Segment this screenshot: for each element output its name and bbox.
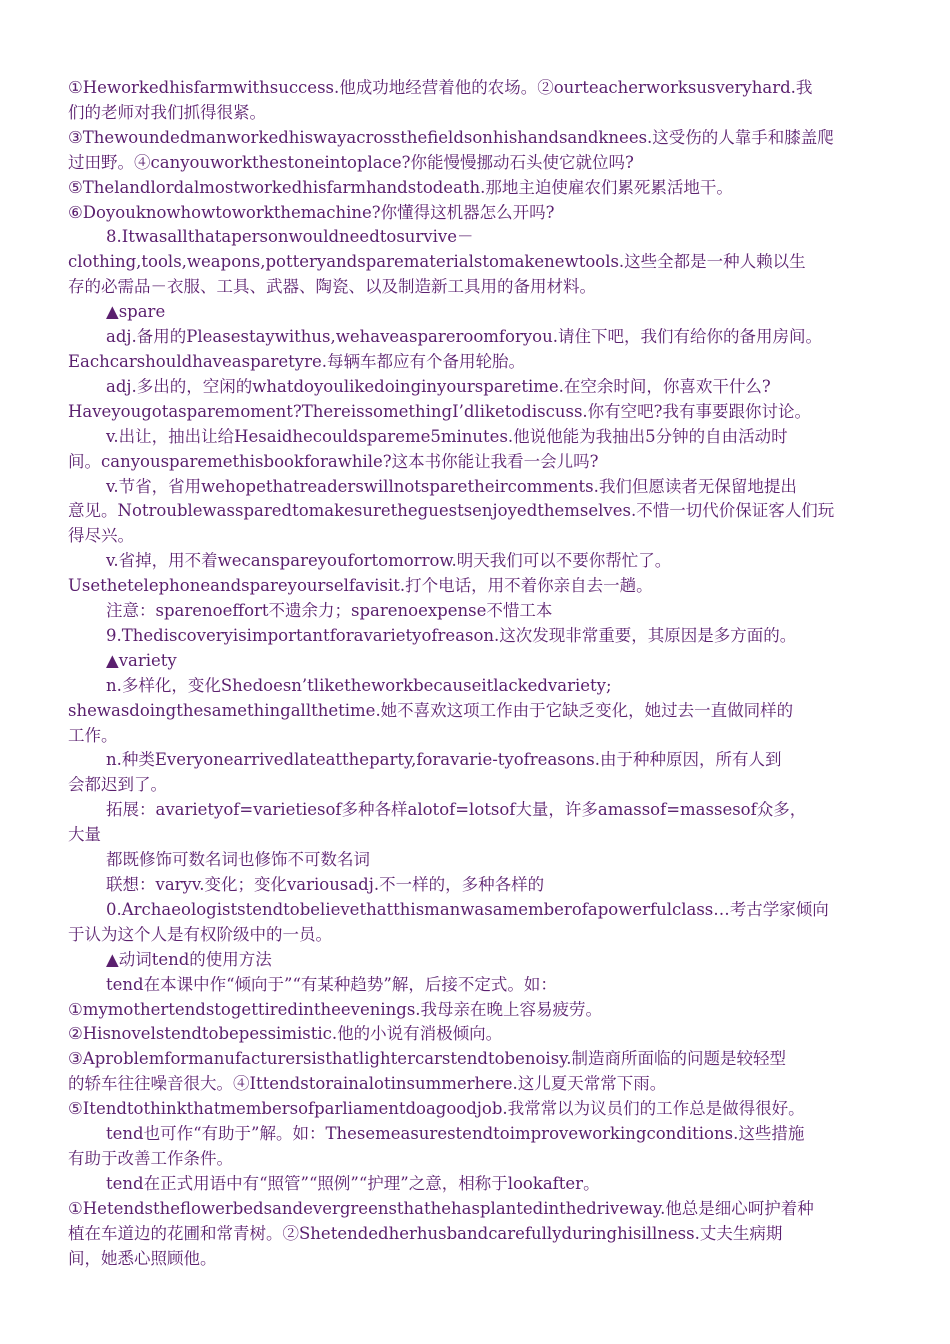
document-body [68, 76, 894, 1272]
text-line: 的轿车往往噪音很大。④Ittendstorainalotinsummerhere.这儿夏天常常下雨。 [68, 1074, 667, 1094]
text-line: 9.Thediscoveryisimportantforavarietyofreason.这次发现非常重要，其原因是多方面的。 [106, 625, 797, 645]
text-line: ⑥Doyouknowhowtoworkthemachine?你懂得这机器怎么开吗? [68, 202, 555, 222]
text-line: 过田野。④canyouworkthestoneintoplace?你能慢慢挪动石头使它就位吗? [68, 152, 634, 172]
text-line: ①Heworkedhisfarmwithsuccess.他成功地经营着他的农场。②ourteacherworksusveryhard.我 [68, 78, 813, 97]
text-line: 注意：sparenoeffort不遗余力；sparenoexpense不惜工本 [106, 601, 553, 621]
text-line: clothing,tools,weapons,potteryandsparematerialstomakenewtools.这些全都是一种人赖以生 [68, 252, 806, 272]
text-line: 得尽兴。 [68, 526, 134, 546]
text-line: ③Thewoundedmanworkedhiswayacrossthefieldsonhishandsandknees.这受伤的人靠手和膝盖爬 [68, 127, 834, 147]
text-line: 于认为这个人是有权阶级中的一员。 [68, 924, 332, 944]
text-line: 工作。 [68, 725, 118, 745]
text-line: Eachcarshouldhaveasparetyre.每辆车都应有个备用轮胎。 [68, 351, 525, 371]
text-line: adj.备用的Pleasestaywithus,wehaveaspareroomforyou.请住下吧，我们有给你的备用房间。 [106, 327, 822, 347]
text-line: 植在车道边的花圃和常青树。②Shetendedherhusbandcarefullyduringhisillness.丈夫生病期 [68, 1223, 783, 1243]
text-line: 8.Itwasallthatapersonwouldneedtosurvive－ [106, 227, 474, 247]
text-line: Haveyougotasparemoment?ThereissomethingI’dliketodiscuss.你有空吧?我有事要跟你讨论。 [68, 401, 812, 421]
text-line: 0.Archaeologiststendtobelievethatthismanwasamemberofapowerfulclass…考古学家倾向 [106, 899, 829, 919]
text-line: 大量 [68, 825, 101, 845]
text-line: tend在正式用语中有“照管”“照例”“护理”之意，相称于lookafter。 [106, 1173, 600, 1193]
text-line: ▲spare [106, 302, 166, 322]
text-line: 都既修饰可数名词也修饰不可数名词 [106, 850, 370, 870]
text-line: tend也可作“有助于”解。如：Thesemeasurestendtoimproveworkingconditions.这些措施 [106, 1124, 805, 1144]
text-line: n.种类Everyonearrivedlateattheparty,foravarie-tyofreasons.由于种种原因，所有人到 [106, 750, 782, 770]
text-line: 拓展：avarietyof=varietiesof多种各样alotof=lotsof大量，许多amassof=massesof众多， [106, 800, 807, 820]
text-line: v.节省，省用wehopethatreaderswillnotsparetheircomments.我们但愿读者无保留地提出 [106, 476, 797, 496]
text-line: 会都迟到了。 [68, 775, 167, 795]
text-line: 意见。Notroublewassparedtomakesuretheguestsenjoyedthemselves.不惜一切代价保证客人们玩 [68, 501, 835, 521]
text-line: Usethetelephoneandspareyourselfavisit.打个电话，用不着你亲自去一趟。 [68, 576, 653, 596]
text-line: 间，她悉心照顾他。 [68, 1248, 217, 1268]
text-line: n.多样化，变化Shedoesn’tliketheworkbecauseitlackedvariety; [106, 675, 612, 695]
text-line: shewasdoingthesamethingallthetime.她不喜欢这项工作由于它缺乏变化，她过去一直做同样的 [68, 700, 794, 720]
text-line: 存的必需品－衣服、工具、武器、陶瓷、以及制造新工具用的备用材料。 [68, 277, 596, 297]
text-line: ⑤Itendtothinkthatmembersofparliamentdoagoodjob.我常常以为议员们的工作总是做得很好。 [68, 1099, 805, 1119]
text-line: 们的老师对我们抓得很紧。 [68, 102, 266, 122]
text-line: ③Aproblemformanufacturersisthatlightercarstendtobenoisy.制造商所面临的问题是较轻型 [68, 1049, 787, 1069]
text-line: tend在本课中作“倾向于”“有某种趋势”解，后接不定式。如： [106, 974, 557, 994]
text-line: 有助于改善工作条件。 [68, 1148, 233, 1168]
text-line: ②Hisnovelstendtobepessimistic.他的小说有消极倾向。 [68, 1024, 503, 1044]
text-line: ①Hetendstheflowerbedsandevergreensthathehasplantedinthedriveway.他总是细心呵护着种 [68, 1198, 814, 1218]
text-line: ①mymothertendstogettiredintheevenings.我母亲在晚上容易疲劳。 [68, 999, 603, 1019]
text-line: adj.多出的，空闲的whatdoyoulikedoinginyoursparetime.在空余时间，你喜欢干什么? [106, 376, 771, 396]
text-line: ⑤Thelandlordalmostworkedhisfarmhandstodeath.那地主迫使雇农们累死累活地干。 [68, 177, 733, 197]
text-line: 联想：varyv.变化；变化variousadj.不一样的，多种各样的 [106, 875, 545, 894]
text-line: 间。canyousparemethisbookforawhile?这本书你能让我看一会儿吗? [68, 451, 599, 471]
text-line: v.省掉，用不着wecanspareyoufortomorrow.明天我们可以不要你帮忙了。 [106, 551, 672, 571]
text-line: ▲动词tend的使用方法 [106, 949, 272, 969]
text-line: ▲variety [106, 650, 177, 670]
text-line: v.出让，抽出让给Hesaidhecouldspareme5minutes.他说他能为我抽出5分钟的自由活动时 [106, 426, 788, 446]
